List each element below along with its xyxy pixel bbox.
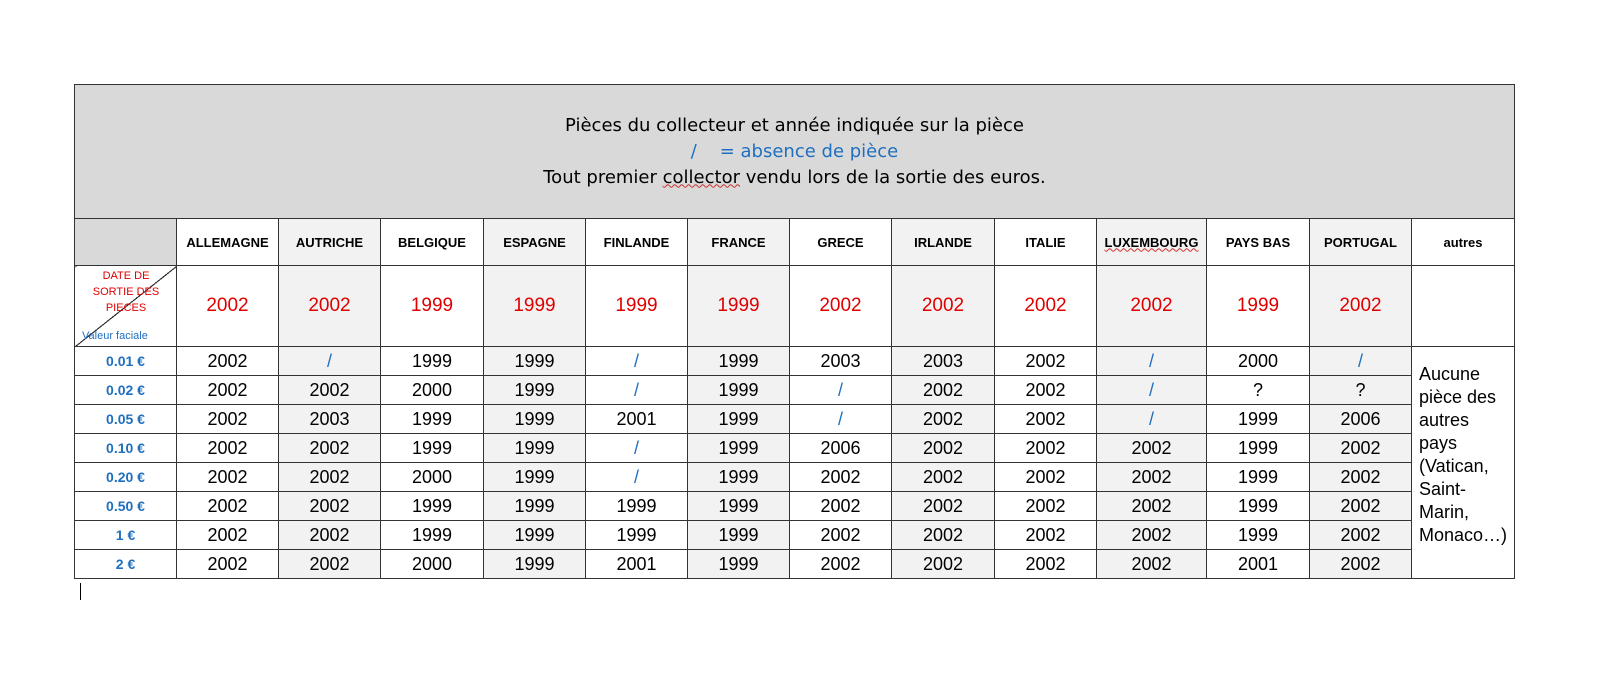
year-cell: 1999 [484, 405, 586, 434]
year-cell: 2002 [1097, 463, 1207, 492]
year-cell: 2002 [177, 463, 279, 492]
others-note: Aucune pièce des autres pays (Vatican, Saint-Marin, Monaco…) [1412, 347, 1515, 579]
year-cell: 1999 [688, 405, 790, 434]
year-cell: 2002 [1310, 434, 1412, 463]
year-cell: 2006 [1310, 405, 1412, 434]
year-cell: 1999 [484, 550, 586, 579]
release-year-cell: 2002 [1097, 266, 1207, 347]
face-value-cell: 0.02 € [75, 376, 177, 405]
year-cell: / [1097, 376, 1207, 405]
year-cell: 2000 [381, 550, 484, 579]
year-cell: / [586, 463, 688, 492]
year-cell: / [790, 405, 892, 434]
year-cell: 2002 [790, 550, 892, 579]
year-cell: 2002 [177, 347, 279, 376]
year-cell: 1999 [586, 521, 688, 550]
title-line-1: Pièces du collecteur et année indiquée sur la pièce [565, 114, 1024, 136]
coin-row [75, 347, 1515, 376]
year-cell: 1999 [586, 492, 688, 521]
year-cell: / [1310, 347, 1412, 376]
year-cell: 1999 [484, 463, 586, 492]
year-cell: 2002 [279, 376, 381, 405]
release-year-cell: 1999 [381, 266, 484, 347]
year-cell: 1999 [1207, 492, 1310, 521]
release-year-cell: 2002 [1310, 266, 1412, 347]
year-cell: 2003 [790, 347, 892, 376]
absence-slash: / [690, 140, 697, 162]
coin-row [75, 434, 1515, 463]
year-cell: / [1097, 347, 1207, 376]
coin-table [74, 84, 1515, 579]
year-cell: 1999 [688, 492, 790, 521]
face-value-cell: 0.01 € [75, 347, 177, 376]
year-cell: 2002 [1310, 521, 1412, 550]
coin-row [75, 376, 1515, 405]
year-cell: 2002 [995, 347, 1097, 376]
year-cell: 1999 [1207, 521, 1310, 550]
year-cell: 2002 [995, 405, 1097, 434]
year-cell: 2006 [790, 434, 892, 463]
title-line-3-word: collector [662, 166, 740, 188]
year-cell: 2001 [1207, 550, 1310, 579]
country-header: LUXEMBOURG [1097, 219, 1207, 266]
year-cell: 1999 [484, 434, 586, 463]
year-cell: 2002 [279, 521, 381, 550]
face-value-cell: 0.20 € [75, 463, 177, 492]
title-line-2 [75, 139, 1514, 165]
year-cell: 1999 [381, 405, 484, 434]
release-year-cell: 1999 [586, 266, 688, 347]
title-line-3-a: Tout premier [543, 166, 663, 188]
year-cell: 2002 [279, 463, 381, 492]
year-cell: 1999 [484, 347, 586, 376]
year-cell: 2002 [177, 550, 279, 579]
face-value-cell: 0.50 € [75, 492, 177, 521]
year-cell: 1999 [688, 434, 790, 463]
year-cell: 1999 [1207, 463, 1310, 492]
year-cell: 2002 [995, 492, 1097, 521]
face-value-cell: 0.05 € [75, 405, 177, 434]
year-cell: 2002 [892, 405, 995, 434]
country-header: FINLANDE [586, 219, 688, 266]
release-year-cell: 2002 [177, 266, 279, 347]
release-year-cell: 1999 [688, 266, 790, 347]
year-cell: ? [1207, 376, 1310, 405]
year-cell: ? [1310, 376, 1412, 405]
title-line-3-b: vendu lors de la sortie des euros. [739, 166, 1046, 188]
year-cell: 2002 [892, 434, 995, 463]
year-cell: 1999 [688, 463, 790, 492]
year-cell: 1999 [484, 492, 586, 521]
year-cell: 2002 [177, 434, 279, 463]
year-cell: 2002 [995, 376, 1097, 405]
coin-row [75, 550, 1515, 579]
year-cell: 1999 [484, 521, 586, 550]
year-cell: 1999 [381, 434, 484, 463]
year-cell: 1999 [484, 376, 586, 405]
year-cell: 2002 [1310, 492, 1412, 521]
country-header: ALLEMAGNE [177, 219, 279, 266]
release-year-cell: 1999 [484, 266, 586, 347]
face-value-cell: 0.10 € [75, 434, 177, 463]
title-line-3 [75, 165, 1514, 191]
country-header: ESPAGNE [484, 219, 586, 266]
country-header: PAYS BAS [1207, 219, 1310, 266]
year-cell: 2002 [279, 434, 381, 463]
year-cell: 1999 [688, 347, 790, 376]
year-cell: 2002 [1310, 463, 1412, 492]
coin-row [75, 405, 1515, 434]
year-cell: / [279, 347, 381, 376]
release-year-row [75, 266, 1515, 347]
title-banner [75, 85, 1515, 219]
year-cell: 2001 [586, 405, 688, 434]
year-cell: 2002 [177, 376, 279, 405]
year-cell: 1999 [688, 550, 790, 579]
year-cell: 1999 [688, 376, 790, 405]
country-header: GRECE [790, 219, 892, 266]
year-cell: 1999 [688, 521, 790, 550]
year-cell: 2003 [892, 347, 995, 376]
release-year-cell: 2002 [995, 266, 1097, 347]
text-cursor [80, 583, 81, 600]
release-year-cell: 2002 [790, 266, 892, 347]
year-cell: 2002 [177, 492, 279, 521]
coin-row [75, 521, 1515, 550]
year-cell: 2002 [995, 463, 1097, 492]
year-cell: 2002 [892, 521, 995, 550]
corner-face-label: Valeur faciale [82, 330, 148, 342]
year-cell: 2002 [1097, 492, 1207, 521]
release-year-cell: 2002 [892, 266, 995, 347]
year-cell: 2002 [1097, 550, 1207, 579]
year-cell: 2002 [279, 492, 381, 521]
year-cell: 1999 [381, 521, 484, 550]
header-corner [75, 219, 177, 266]
year-cell: / [586, 434, 688, 463]
country-header: FRANCE [688, 219, 790, 266]
year-cell: / [1097, 405, 1207, 434]
header-row [75, 219, 1515, 266]
year-cell: 1999 [1207, 405, 1310, 434]
coin-row [75, 463, 1515, 492]
absence-legend: = absence de pièce [719, 140, 899, 162]
year-cell: 2002 [1310, 550, 1412, 579]
year-cell: 2003 [279, 405, 381, 434]
year-cell: 2002 [995, 434, 1097, 463]
year-cell: / [586, 376, 688, 405]
others-header: autres [1412, 219, 1515, 266]
year-cell: 1999 [1207, 434, 1310, 463]
year-cell: / [586, 347, 688, 376]
face-value-cell: 2 € [75, 550, 177, 579]
year-cell: 2002 [892, 376, 995, 405]
year-cell: 1999 [381, 347, 484, 376]
year-cell: 1999 [381, 492, 484, 521]
year-cell: 2002 [995, 550, 1097, 579]
year-cell: 2001 [586, 550, 688, 579]
year-cell: 2002 [177, 521, 279, 550]
release-year-cell: 2002 [279, 266, 381, 347]
year-cell: 2000 [1207, 347, 1310, 376]
year-cell: 2002 [1097, 434, 1207, 463]
others-release-cell [1412, 266, 1515, 347]
year-cell: 2002 [177, 405, 279, 434]
face-value-cell: 1 € [75, 521, 177, 550]
year-cell: / [790, 376, 892, 405]
year-cell: 2002 [790, 492, 892, 521]
year-cell: 2000 [381, 376, 484, 405]
coin-row [75, 492, 1515, 521]
country-header: AUTRICHE [279, 219, 381, 266]
year-cell: 2002 [892, 492, 995, 521]
year-cell: 2002 [892, 463, 995, 492]
release-year-cell: 1999 [1207, 266, 1310, 347]
year-cell: 2000 [381, 463, 484, 492]
country-header: PORTUGAL [1310, 219, 1412, 266]
year-cell: 2002 [1097, 521, 1207, 550]
country-header: IRLANDE [892, 219, 995, 266]
country-header: BELGIQUE [381, 219, 484, 266]
corner-date-label: DATE DE SORTIE DES PIECES [92, 270, 160, 314]
corner-diagonal-cell [75, 266, 177, 347]
year-cell: 2002 [892, 550, 995, 579]
year-cell: 2002 [790, 521, 892, 550]
country-header: ITALIE [995, 219, 1097, 266]
year-cell: 2002 [995, 521, 1097, 550]
year-cell: 2002 [790, 463, 892, 492]
year-cell: 2002 [279, 550, 381, 579]
